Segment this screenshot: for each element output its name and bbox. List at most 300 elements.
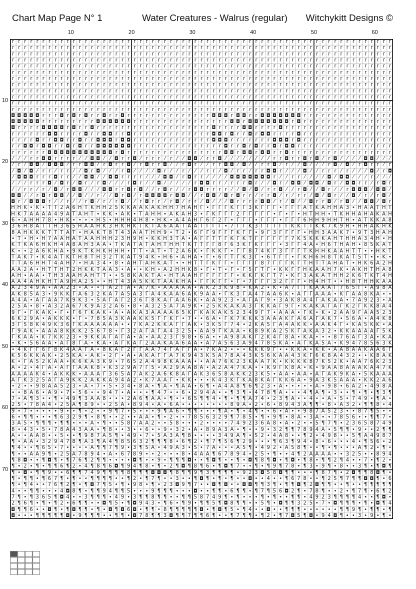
stitch-symbol: K — [194, 298, 198, 304]
stitch-symbol: • — [115, 396, 118, 402]
stitch-symbol: 3 — [90, 291, 93, 297]
stitch-symbol: r — [140, 199, 143, 205]
stitch-symbol: • — [279, 451, 282, 457]
stitch-symbol: • — [170, 384, 173, 390]
stitch-symbol: r — [377, 64, 380, 70]
stitch-symbol: 5 — [42, 427, 45, 433]
stitch-symbol: r — [121, 156, 124, 162]
stitch-symbol: 3 — [328, 494, 331, 500]
stitch-symbol: ⁄ — [12, 187, 15, 193]
stitch-symbol: 8 — [90, 433, 93, 439]
stitch-symbol: r — [79, 162, 82, 168]
stitch-symbol: 6 — [11, 316, 14, 322]
stitch-symbol: ¶ — [127, 501, 130, 507]
stitch-symbol: r — [267, 94, 270, 100]
stitch-symbol: Γ — [297, 273, 300, 279]
stitch-symbol: r — [73, 119, 76, 125]
stitch-symbol: Γ — [237, 224, 240, 230]
stitch-symbol: A — [206, 310, 210, 316]
stitch-symbol: • — [255, 439, 258, 445]
stitch-symbol: 7 — [297, 427, 300, 433]
stitch-symbol: 8 — [297, 298, 300, 304]
stitch-symbol: r — [42, 94, 45, 100]
stitch-symbol: ¶ — [182, 494, 185, 500]
stitch-symbol: Γ — [243, 261, 246, 267]
stitch-symbol: r — [176, 76, 179, 82]
stitch-symbol: ⁄ — [145, 187, 148, 193]
stitch-symbol: ¶ — [315, 402, 318, 408]
stitch-symbol: • — [279, 494, 282, 500]
stitch-symbol: A — [23, 261, 27, 267]
stitch-symbol: • — [370, 464, 373, 470]
stitch-symbol: 5 — [382, 328, 385, 334]
stitch-symbol: ◘ — [200, 507, 204, 513]
stitch-symbol: r — [55, 45, 58, 51]
stitch-symbol: Γ — [164, 353, 167, 359]
stitch-symbol: • — [42, 482, 45, 488]
stitch-symbol: ⁄ — [297, 162, 300, 168]
stitch-symbol: r — [383, 144, 386, 150]
stitch-symbol: r — [134, 82, 137, 88]
stitch-symbol: 4 — [388, 451, 391, 457]
stitch-symbol: 6 — [97, 328, 100, 334]
stitch-symbol: • — [206, 507, 209, 513]
stitch-symbol: ◘ — [260, 113, 264, 119]
stitch-symbol: 7 — [267, 359, 270, 365]
stitch-symbol: r — [334, 51, 337, 57]
stitch-symbol: 3 — [206, 371, 209, 377]
stitch-symbol: ¶ — [163, 439, 166, 445]
stitch-symbol: r — [134, 39, 137, 45]
stitch-symbol: r — [255, 58, 258, 64]
stitch-symbol: ◘ — [29, 199, 33, 205]
stitch-symbol: Γ — [303, 341, 306, 347]
stitch-symbol: 6 — [72, 304, 75, 310]
stitch-symbol: r — [346, 45, 349, 51]
stitch-symbol: ⁄ — [109, 156, 112, 162]
stitch-symbol: A — [115, 322, 119, 328]
stitch-symbol: r — [243, 76, 246, 82]
stitch-symbol: r — [146, 39, 149, 45]
stitch-symbol: r — [24, 82, 27, 88]
stitch-symbol: ⁄ — [389, 193, 392, 199]
stitch-symbol: r — [286, 94, 289, 100]
stitch-symbol: r — [91, 70, 94, 76]
stitch-symbol: K — [200, 310, 204, 316]
stitch-symbol: • — [133, 414, 136, 420]
stitch-symbol: r — [134, 94, 137, 100]
stitch-symbol: r — [340, 82, 343, 88]
stitch-symbol: • — [322, 414, 325, 420]
stitch-symbol: r — [200, 64, 203, 70]
stitch-symbol: K — [321, 359, 325, 365]
stitch-symbol: r — [237, 39, 240, 45]
stitch-symbol: A — [273, 316, 277, 322]
stitch-symbol: r — [255, 39, 258, 45]
stitch-symbol: r — [182, 45, 185, 51]
stitch-symbol: ⁄ — [291, 168, 294, 174]
stitch-symbol: r — [267, 125, 270, 131]
stitch-symbol: r — [371, 162, 374, 168]
stitch-symbol: ¶ — [188, 439, 191, 445]
stitch-symbol: Γ — [267, 218, 270, 224]
stitch-symbol: Γ — [261, 298, 264, 304]
stitch-symbol: r — [188, 101, 191, 107]
stitch-symbol: r — [24, 39, 27, 45]
stitch-symbol: ¶ — [54, 414, 57, 420]
stitch-symbol: 2 — [261, 384, 264, 390]
stitch-symbol: ◘ — [315, 193, 319, 199]
stitch-symbol: ◘ — [60, 125, 64, 131]
stitch-symbol: • — [316, 334, 319, 340]
stitch-symbol: r — [267, 76, 270, 82]
stitch-symbol: K — [163, 322, 167, 328]
stitch-symbol: • — [334, 488, 337, 494]
stitch-symbol: A — [382, 371, 386, 377]
stitch-symbol: ◘ — [102, 501, 106, 507]
stitch-symbol: 2 — [249, 371, 252, 377]
stitch-symbol: 8 — [30, 224, 33, 230]
stitch-symbol: r — [243, 193, 246, 199]
stitch-symbol: A — [334, 248, 338, 254]
stitch-symbol: A — [327, 451, 331, 457]
stitch-symbol: 2 — [133, 378, 136, 384]
stitch-symbol: • — [322, 402, 325, 408]
stitch-symbol: r — [152, 156, 155, 162]
stitch-symbol: T — [17, 242, 22, 248]
stitch-symbol: A — [188, 341, 192, 347]
stitch-symbol: Γ — [188, 371, 191, 377]
stitch-symbol: A — [115, 304, 119, 310]
stitch-symbol: K — [285, 359, 289, 365]
stitch-symbol: Γ — [297, 205, 300, 211]
stitch-symbol: • — [249, 494, 252, 500]
stitch-symbol: 4 — [24, 427, 27, 433]
stitch-symbol: 8 — [109, 427, 112, 433]
stitch-symbol: ◘ — [41, 156, 45, 162]
stitch-symbol: ⁄ — [42, 162, 45, 168]
stitch-symbol: r — [213, 45, 216, 51]
stitch-symbol: r — [55, 39, 58, 45]
stitch-symbol: • — [18, 396, 21, 402]
stitch-symbol: H — [327, 267, 331, 273]
stitch-symbol: r — [55, 58, 58, 64]
stitch-symbol: A — [42, 341, 46, 347]
stitch-symbol: • — [388, 408, 391, 414]
stitch-symbol: r — [359, 131, 362, 137]
stitch-symbol: 5 — [212, 304, 215, 310]
stitch-symbol: Γ — [255, 273, 258, 279]
stitch-symbol: • — [291, 433, 294, 439]
stitch-symbol: r — [164, 82, 167, 88]
stitch-symbol: r — [182, 150, 185, 156]
stitch-symbol: Γ — [243, 211, 246, 217]
stitch-symbol: 3 — [236, 341, 239, 347]
stitch-symbol: ¶ — [200, 513, 203, 519]
stitch-symbol: r — [140, 82, 143, 88]
stitch-symbol: r — [12, 76, 15, 82]
stitch-symbol: ¶ — [242, 488, 245, 494]
stitch-symbol: 5 — [212, 501, 215, 507]
stitch-symbol: • — [267, 451, 270, 457]
stitch-symbol: 7 — [297, 476, 300, 482]
stitch-symbol: H — [388, 236, 392, 242]
stitch-symbol: ◘ — [272, 181, 276, 187]
stitch-symbol: A — [30, 211, 34, 217]
stitch-symbol: ⁄ — [200, 199, 203, 205]
stitch-symbol: r — [158, 187, 161, 193]
stitch-symbol: r — [121, 39, 124, 45]
stitch-symbol: ⁄ — [303, 181, 306, 187]
stitch-symbol: • — [255, 365, 258, 371]
stitch-symbol: Γ — [85, 347, 88, 353]
stitch-symbol: r — [170, 39, 173, 45]
stitch-symbol: 7 — [97, 433, 100, 439]
stitch-symbol: r — [48, 76, 51, 82]
stitch-symbol: A — [11, 279, 15, 285]
stitch-symbol: ◘ — [151, 470, 155, 476]
stitch-symbol: Γ — [358, 304, 361, 310]
stitch-symbol: ⁄ — [261, 181, 264, 187]
stitch-symbol: 4 — [30, 482, 33, 488]
stitch-symbol: r — [249, 58, 252, 64]
stitch-symbol: r — [352, 94, 355, 100]
stitch-symbol: T — [199, 261, 204, 267]
stitch-symbol: • — [121, 396, 124, 402]
stitch-symbol: 9 — [103, 488, 106, 494]
stitch-symbol: A — [334, 347, 338, 353]
stitch-symbol: • — [194, 316, 197, 322]
stitch-symbol: ¶ — [358, 433, 361, 439]
stitch-symbol: A — [194, 341, 198, 347]
stitch-symbol: r — [249, 76, 252, 82]
stitch-symbol: ⁄ — [297, 199, 300, 205]
stitch-symbol: ¶ — [236, 458, 239, 464]
stitch-symbol: • — [36, 254, 39, 260]
stitch-symbol: • — [103, 384, 106, 390]
stitch-symbol: K — [42, 279, 46, 285]
stitch-symbol: • — [145, 334, 148, 340]
stitch-symbol: A — [182, 285, 186, 291]
stitch-symbol: K — [255, 205, 259, 211]
stitch-symbol: A — [78, 365, 82, 371]
stitch-symbol: K — [17, 211, 21, 217]
stitch-symbol: A — [48, 298, 52, 304]
stitch-symbol: 7 — [133, 371, 136, 377]
stitch-symbol: r — [36, 174, 39, 180]
stitch-symbol: 2 — [370, 445, 373, 451]
stitch-symbol: 7 — [30, 402, 33, 408]
stitch-symbol: r — [67, 39, 70, 45]
stitch-symbol: r — [237, 181, 240, 187]
stitch-symbol: 4 — [18, 347, 21, 353]
stitch-symbol: Γ — [30, 310, 33, 316]
stitch-symbol: r — [219, 162, 222, 168]
stitch-symbol: Γ — [291, 205, 294, 211]
stitch-symbol: 9 — [157, 458, 160, 464]
stitch-symbol: Γ — [121, 334, 124, 340]
stitch-symbol: r — [146, 138, 149, 144]
stitch-symbol: A — [157, 310, 161, 316]
stitch-symbol: r — [340, 76, 343, 82]
stitch-symbol: 7 — [315, 359, 318, 365]
stitch-symbol: 3 — [273, 427, 276, 433]
stitch-symbol: K — [370, 371, 374, 377]
stitch-symbol: Γ — [279, 304, 282, 310]
stitch-symbol: r — [280, 150, 283, 156]
stitch-symbol: r — [213, 144, 216, 150]
stitch-symbol: 7 — [322, 501, 325, 507]
stitch-symbol: T — [53, 279, 58, 285]
stitch-symbol: r — [267, 193, 270, 199]
stitch-symbol: r — [267, 64, 270, 70]
stitch-symbol: r — [176, 58, 179, 64]
stitch-symbol: T — [272, 254, 277, 260]
stitch-symbol: r — [48, 94, 51, 100]
stitch-symbol: r — [225, 119, 228, 125]
stitch-symbol: H — [388, 261, 392, 267]
stitch-symbol: H — [346, 236, 350, 242]
stitch-symbol: r — [134, 187, 137, 193]
stitch-symbol: 5 — [133, 359, 136, 365]
stitch-symbol: 2 — [382, 458, 385, 464]
stitch-symbol: r — [194, 70, 197, 76]
stitch-symbol: r — [340, 51, 343, 57]
stitch-symbol: r — [207, 51, 210, 57]
stitch-symbol: ⁄ — [151, 174, 154, 180]
stitch-symbol: r — [365, 64, 368, 70]
stitch-symbol: Γ — [139, 341, 142, 347]
stitch-symbol: K — [249, 224, 253, 230]
stitch-symbol: A — [236, 433, 240, 439]
stitch-symbol: Γ — [249, 218, 252, 224]
stitch-symbol: r — [346, 70, 349, 76]
stitch-symbol: Γ — [285, 248, 288, 254]
stitch-symbol: ◘ — [133, 458, 137, 464]
stitch-symbol: r — [316, 39, 319, 45]
stitch-symbol: ¶ — [346, 482, 349, 488]
stitch-symbol: r — [79, 131, 82, 137]
stitch-symbol: Γ — [273, 205, 276, 211]
stitch-symbol: • — [291, 384, 294, 390]
stitch-symbol: 3 — [297, 353, 300, 359]
stitch-symbol: Γ — [103, 371, 106, 377]
stitch-symbol: • — [133, 488, 136, 494]
stitch-symbol: • — [388, 414, 391, 420]
stitch-symbol: ¶ — [255, 458, 258, 464]
stitch-symbol: • — [188, 390, 191, 396]
stitch-symbol: ¶ — [388, 507, 391, 513]
stitch-symbol: r — [298, 101, 301, 107]
stitch-symbol: H — [78, 267, 82, 273]
stitch-symbol: A — [84, 273, 88, 279]
stitch-symbol: • — [261, 464, 264, 470]
stitch-symbol: A — [36, 291, 40, 297]
stitch-symbol: • — [109, 396, 112, 402]
stitch-symbol: 5 — [352, 285, 355, 291]
stitch-symbol: ¶ — [157, 464, 160, 470]
stitch-symbol: r — [12, 64, 15, 70]
stitch-symbol: ¶ — [139, 458, 142, 464]
stitch-symbol: r — [389, 113, 392, 119]
stitch-symbol: r — [371, 131, 374, 137]
stitch-symbol: 3 — [322, 328, 325, 334]
stitch-symbol: Γ — [237, 236, 240, 242]
stitch-symbol: ¶ — [358, 470, 361, 476]
stitch-symbol: 4 — [170, 328, 173, 334]
stitch-symbol: K — [121, 316, 125, 322]
stitch-symbol: 6 — [78, 310, 81, 316]
stitch-symbol: r — [24, 94, 27, 100]
stitch-symbol: r — [207, 39, 210, 45]
stitch-symbol: K — [261, 378, 265, 384]
stitch-symbol: ¶ — [103, 464, 106, 470]
stitch-symbol: A — [36, 451, 40, 457]
stitch-symbol: K — [103, 291, 107, 297]
stitch-symbol: K — [303, 334, 307, 340]
stitch-symbol: • — [297, 470, 300, 476]
stitch-symbol: • — [91, 501, 94, 507]
stitch-symbol: r — [188, 58, 191, 64]
stitch-symbol: 9 — [218, 494, 221, 500]
stitch-symbol: r — [304, 144, 307, 150]
stitch-symbol: ¶ — [139, 470, 142, 476]
stitch-symbol: r — [158, 131, 161, 137]
stitch-symbol: r — [280, 76, 283, 82]
stitch-symbol: • — [48, 433, 51, 439]
stitch-symbol: 9 — [328, 384, 331, 390]
stitch-symbol: • — [388, 458, 391, 464]
stitch-symbol: H — [376, 230, 380, 236]
stitch-symbol: r — [158, 58, 161, 64]
stitch-symbol: r — [158, 82, 161, 88]
stitch-symbol: ◘ — [279, 113, 283, 119]
stitch-symbol: Γ — [224, 273, 227, 279]
stitch-symbol: • — [212, 334, 215, 340]
stitch-symbol: ◘ — [212, 482, 216, 488]
stitch-symbol: 5 — [109, 433, 112, 439]
stitch-symbol: r — [249, 107, 252, 113]
stitch-symbol: • — [316, 433, 319, 439]
stitch-symbol: 9 — [72, 396, 75, 402]
stitch-symbol: H — [96, 254, 100, 260]
stitch-symbol: T — [181, 224, 186, 230]
stitch-symbol: • — [182, 396, 185, 402]
stitch-symbol: A — [321, 205, 325, 211]
stitch-symbol: r — [140, 64, 143, 70]
stitch-symbol: r — [346, 187, 349, 193]
stitch-symbol: r — [352, 70, 355, 76]
stitch-symbol: ◘ — [212, 138, 216, 144]
stitch-symbol: Γ — [243, 205, 246, 211]
stitch-symbol: r — [267, 39, 270, 45]
stitch-symbol: ⁄ — [188, 168, 191, 174]
stitch-symbol: • — [133, 427, 136, 433]
stitch-symbol: 9 — [103, 390, 106, 396]
stitch-symbol: 7 — [54, 427, 57, 433]
stitch-symbol: r — [280, 181, 283, 187]
stitch-symbol: • — [18, 439, 21, 445]
stitch-symbol: T — [272, 224, 277, 230]
stitch-symbol: A — [11, 267, 15, 273]
stitch-symbol: ◘ — [291, 144, 295, 150]
stitch-symbol: r — [194, 45, 197, 51]
stitch-symbol: A — [388, 334, 392, 340]
stitch-symbol: r — [371, 88, 374, 94]
stitch-symbol: • — [334, 328, 337, 334]
stitch-symbol: ◘ — [193, 187, 197, 193]
stitch-symbol: 3 — [249, 304, 252, 310]
